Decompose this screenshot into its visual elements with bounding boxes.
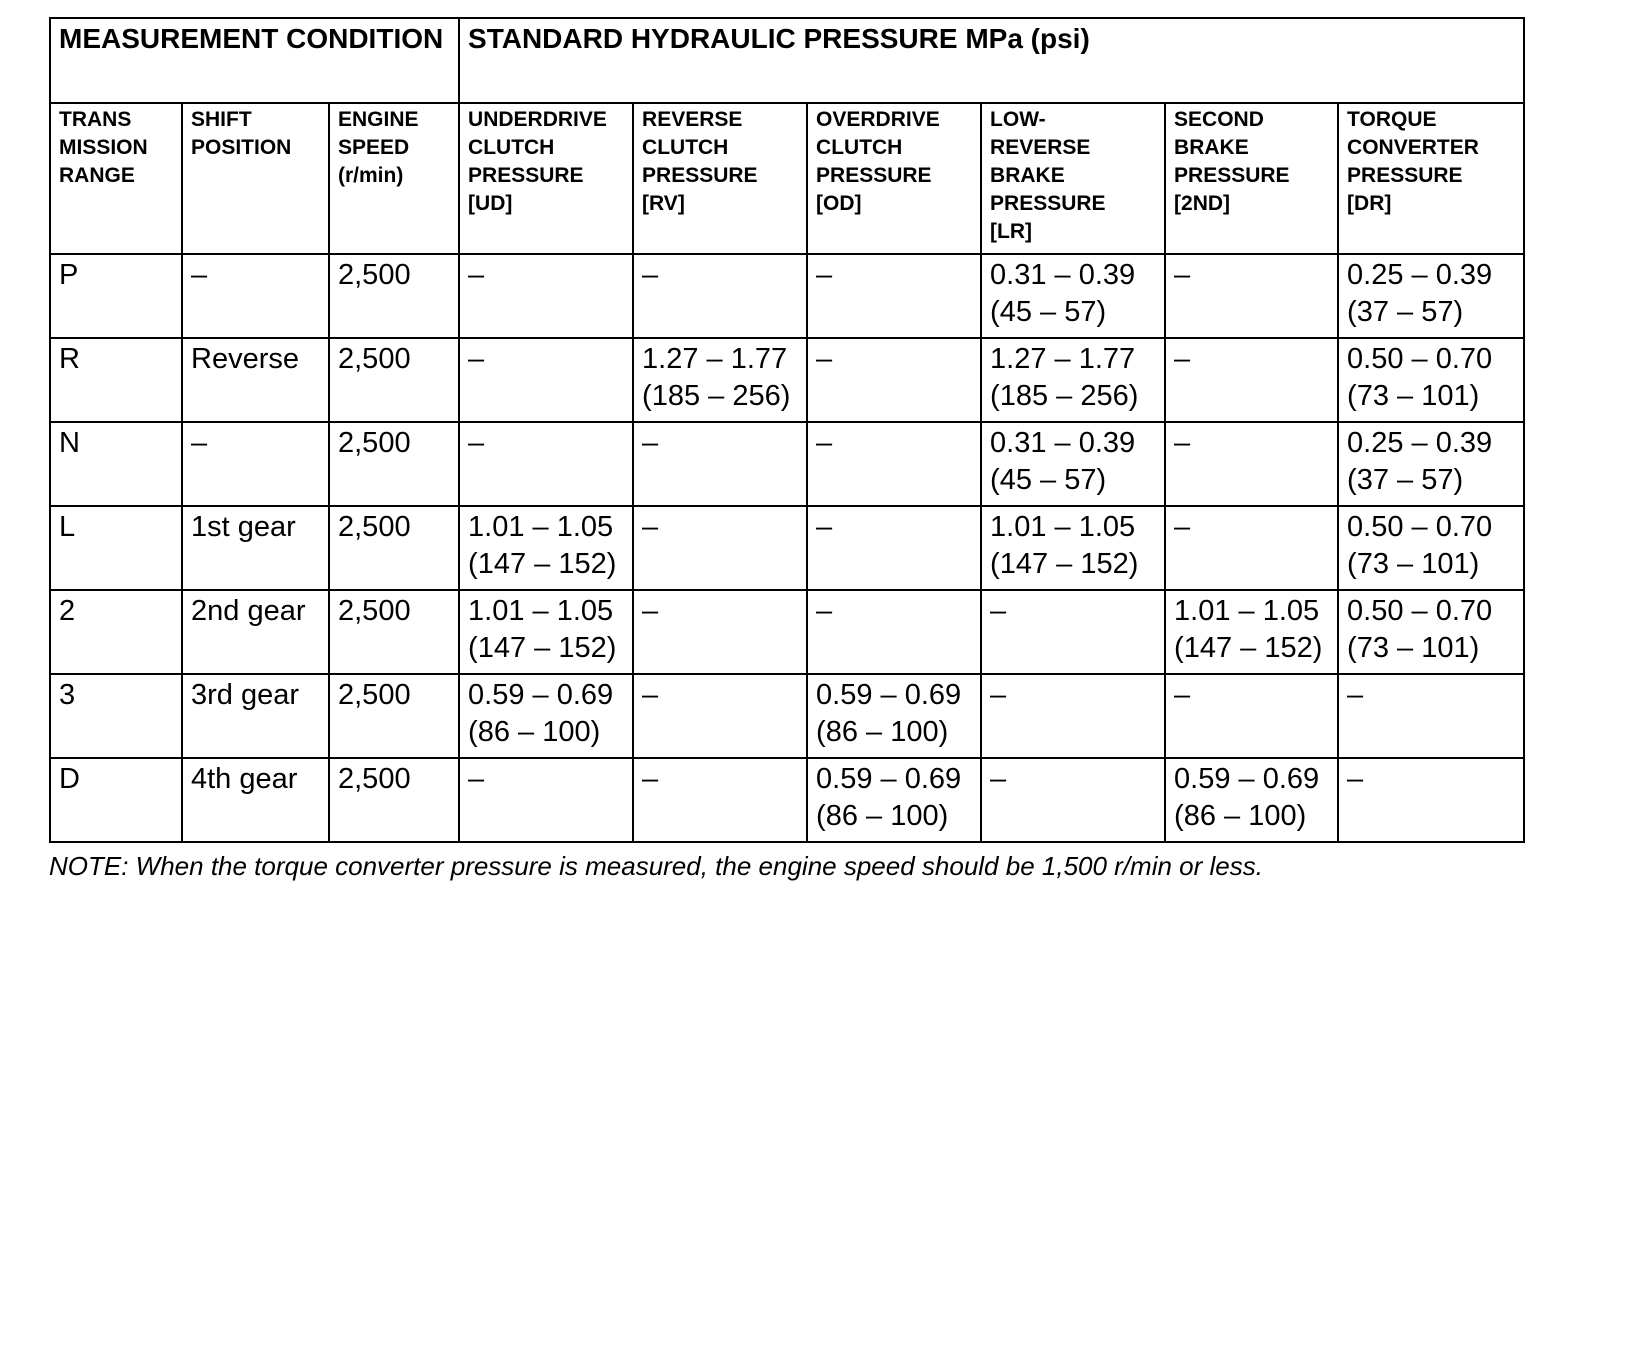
- column-header-reverse-clutch-pressure: [633, 103, 807, 254]
- column-header-line: PRESSURE: [1347, 164, 1463, 187]
- reverse-clutch-pressure-cell: [633, 422, 807, 506]
- engine-speed-cell: [329, 590, 459, 674]
- cell-value-line: 0.59 – 0.69: [816, 763, 962, 795]
- cell-value-line: 0.31 – 0.39: [990, 427, 1136, 459]
- engine-speed-cell: [329, 758, 459, 842]
- cell-value-line: –: [642, 427, 659, 459]
- underdrive-clutch-pressure-cell: [459, 338, 633, 422]
- table-row: [50, 254, 1524, 338]
- column-header-line: POSITION: [191, 136, 292, 159]
- cell-value-line: –: [1174, 343, 1191, 375]
- cell-value-line: –: [642, 679, 659, 711]
- cell-value-line: –: [1174, 679, 1191, 711]
- cell-value-line: 1.01 – 1.05: [468, 511, 614, 543]
- cell-value-line: 2,500: [338, 427, 411, 459]
- underdrive-clutch-pressure-cell: [459, 254, 633, 338]
- overdrive-clutch-pressure-cell: [807, 590, 981, 674]
- second-brake-pressure-cell: [1165, 254, 1338, 338]
- engine-speed-cell: [329, 254, 459, 338]
- table-row: [50, 506, 1524, 590]
- hydraulic-pressure-table: [49, 17, 1525, 843]
- cell-value-line: (147 – 152): [1174, 632, 1323, 664]
- engine-speed-cell: [329, 506, 459, 590]
- cell-value-line: –: [990, 763, 1007, 795]
- shift-position-cell: [182, 758, 329, 842]
- column-header-line: PRESSURE: [468, 164, 584, 187]
- column-header-line: LOW-: [990, 108, 1046, 131]
- column-header-line: SHIFT: [191, 108, 252, 131]
- cell-value-line: N: [59, 427, 80, 459]
- column-header-line: TRANS: [59, 108, 132, 131]
- column-header-line: [OD]: [816, 192, 862, 215]
- cell-value-line: (147 – 152): [990, 548, 1139, 580]
- column-header-line: SECOND: [1174, 108, 1264, 131]
- column-header-line: PRESSURE: [816, 164, 932, 187]
- second-brake-pressure-cell: [1165, 674, 1338, 758]
- engine-speed-cell: [329, 674, 459, 758]
- column-header-line: ENGINE: [338, 108, 419, 131]
- cell-value-line: 2,500: [338, 679, 411, 711]
- cell-value-line: –: [816, 343, 833, 375]
- torque-converter-pressure-cell: [1338, 590, 1524, 674]
- table-row: [50, 674, 1524, 758]
- shift-position-cell: [182, 590, 329, 674]
- cell-value-line: –: [191, 427, 208, 459]
- column-header-row: [50, 103, 1524, 254]
- cell-value-line: (86 – 100): [1174, 800, 1307, 832]
- column-header-torque-converter-pressure: [1338, 103, 1524, 254]
- underdrive-clutch-pressure-cell: [459, 590, 633, 674]
- column-header-line: UNDERDRIVE: [468, 108, 607, 131]
- cell-value-line: –: [1347, 763, 1364, 795]
- engine-speed-cell: [329, 422, 459, 506]
- cell-value-line: 3rd gear: [191, 679, 300, 711]
- cell-value-line: 0.50 – 0.70: [1347, 595, 1493, 627]
- cell-value-line: –: [1347, 679, 1364, 711]
- reverse-clutch-pressure-cell: [633, 338, 807, 422]
- low-reverse-brake-pressure-cell: [981, 590, 1165, 674]
- footnote: NOTE: When the torque converter pressure is measured, the engine speed should be 1,500 r/min or less.: [49, 851, 1263, 881]
- cell-value-line: (185 – 256): [990, 380, 1139, 412]
- cell-value-line: –: [1174, 511, 1191, 543]
- low-reverse-brake-pressure-cell: [981, 758, 1165, 842]
- cell-value-line: 0.59 – 0.69: [816, 679, 962, 711]
- overdrive-clutch-pressure-cell: [807, 758, 981, 842]
- reverse-clutch-pressure-cell: [633, 674, 807, 758]
- reverse-clutch-pressure-cell: [633, 506, 807, 590]
- column-header-line: PRESSURE: [1174, 164, 1290, 187]
- column-header-line: RANGE: [59, 164, 135, 187]
- cell-value-line: 1.01 – 1.05: [468, 595, 614, 627]
- cell-value-line: 2,500: [338, 259, 411, 291]
- column-header-line: [RV]: [642, 192, 685, 215]
- cell-value-line: –: [642, 511, 659, 543]
- cell-value-line: P: [59, 259, 79, 291]
- cell-value-line: –: [990, 679, 1007, 711]
- column-header-second-brake-pressure: [1165, 103, 1338, 254]
- column-header-line: PRESSURE: [990, 192, 1106, 215]
- transmission-range-cell: [50, 338, 182, 422]
- cell-value-line: (147 – 152): [468, 548, 617, 580]
- table-row: [50, 338, 1524, 422]
- cell-value-line: 2,500: [338, 343, 411, 375]
- shift-position-cell: [182, 254, 329, 338]
- second-brake-pressure-cell: [1165, 758, 1338, 842]
- cell-value-line: 1.27 – 1.77: [990, 343, 1136, 375]
- cell-value-line: –: [468, 763, 485, 795]
- cell-value-line: D: [59, 763, 80, 795]
- cell-value-line: 2: [59, 595, 76, 627]
- table-row: [50, 758, 1524, 842]
- torque-converter-pressure-cell: [1338, 422, 1524, 506]
- transmission-range-cell: [50, 674, 182, 758]
- low-reverse-brake-pressure-cell: [981, 254, 1165, 338]
- torque-converter-pressure-cell: [1338, 506, 1524, 590]
- table-row: [50, 590, 1524, 674]
- column-header-line: MISSION: [59, 136, 148, 159]
- cell-value-line: 1.27 – 1.77: [642, 343, 788, 375]
- cell-value-line: –: [1174, 259, 1191, 291]
- underdrive-clutch-pressure-cell: [459, 758, 633, 842]
- cell-value-line: –: [468, 427, 485, 459]
- column-header-line: CONVERTER: [1347, 136, 1479, 159]
- reverse-clutch-pressure-cell: [633, 758, 807, 842]
- overdrive-clutch-pressure-cell: [807, 422, 981, 506]
- column-header-overdrive-clutch-pressure: [807, 103, 981, 254]
- cell-value-line: 2,500: [338, 595, 411, 627]
- shift-position-cell: [182, 506, 329, 590]
- underdrive-clutch-pressure-cell: [459, 422, 633, 506]
- overdrive-clutch-pressure-cell: [807, 254, 981, 338]
- torque-converter-pressure-cell: [1338, 758, 1524, 842]
- cell-value-line: 0.25 – 0.39: [1347, 259, 1493, 291]
- torque-converter-pressure-cell: [1338, 674, 1524, 758]
- column-header-line: [UD]: [468, 192, 513, 215]
- cell-value-line: –: [191, 259, 208, 291]
- cell-value-line: –: [642, 595, 659, 627]
- column-header-low-reverse-brake-pressure: [981, 103, 1165, 254]
- transmission-range-cell: [50, 758, 182, 842]
- low-reverse-brake-pressure-cell: [981, 506, 1165, 590]
- cell-value-line: (86 – 100): [468, 716, 601, 748]
- column-header-line: [LR]: [990, 220, 1033, 243]
- column-header-line: CLUTCH: [642, 136, 729, 159]
- cell-value-line: (86 – 100): [816, 800, 949, 832]
- column-header-line: OVERDRIVE: [816, 108, 940, 131]
- cell-value-line: –: [468, 343, 485, 375]
- column-header-line: REVERSE: [990, 136, 1091, 159]
- overdrive-clutch-pressure-cell: [807, 674, 981, 758]
- column-header-line: REVERSE: [642, 108, 743, 131]
- cell-value-line: 0.25 – 0.39: [1347, 427, 1493, 459]
- reverse-clutch-pressure-cell: [633, 254, 807, 338]
- second-brake-pressure-cell: [1165, 506, 1338, 590]
- transmission-range-cell: [50, 422, 182, 506]
- cell-value-line: 0.50 – 0.70: [1347, 343, 1493, 375]
- column-header-line: [DR]: [1347, 192, 1392, 215]
- cell-value-line: 1.01 – 1.05: [1174, 595, 1320, 627]
- cell-value-line: (73 – 101): [1347, 632, 1480, 664]
- cell-value-line: Reverse: [191, 343, 299, 375]
- shift-position-cell: [182, 422, 329, 506]
- cell-value-line: (37 – 57): [1347, 464, 1464, 496]
- table-body: [50, 254, 1524, 842]
- column-header-underdrive-clutch-pressure: [459, 103, 633, 254]
- cell-value-line: (86 – 100): [816, 716, 949, 748]
- transmission-range-cell: [50, 590, 182, 674]
- cell-value-line: 4th gear: [191, 763, 298, 795]
- underdrive-clutch-pressure-cell: [459, 674, 633, 758]
- cell-value-line: L: [59, 511, 76, 543]
- cell-value-line: 2,500: [338, 511, 411, 543]
- low-reverse-brake-pressure-cell: [981, 674, 1165, 758]
- cell-value-line: –: [468, 259, 485, 291]
- underdrive-clutch-pressure-cell: [459, 506, 633, 590]
- second-brake-pressure-cell: [1165, 338, 1338, 422]
- cell-value-line: –: [816, 259, 833, 291]
- group-header-row: [50, 18, 1524, 103]
- reverse-clutch-pressure-cell: [633, 590, 807, 674]
- measurement-condition-header: MEASUREMENT CONDITION: [50, 18, 459, 103]
- shift-position-cell: [182, 674, 329, 758]
- cell-value-line: (45 – 57): [990, 464, 1107, 496]
- torque-converter-pressure-cell: [1338, 254, 1524, 338]
- column-header-line: (r/min): [338, 164, 404, 187]
- cell-value-line: (73 – 101): [1347, 548, 1480, 580]
- column-header-line: PRESSURE: [642, 164, 758, 187]
- shift-position-cell: [182, 338, 329, 422]
- second-brake-pressure-cell: [1165, 590, 1338, 674]
- column-header-line: [2ND]: [1174, 192, 1231, 215]
- cell-value-line: R: [59, 343, 80, 375]
- overdrive-clutch-pressure-cell: [807, 506, 981, 590]
- low-reverse-brake-pressure-cell: [981, 422, 1165, 506]
- cell-value-line: –: [642, 259, 659, 291]
- cell-value-line: 1.01 – 1.05: [990, 511, 1136, 543]
- cell-value-line: 2nd gear: [191, 595, 306, 627]
- cell-value-line: –: [816, 595, 833, 627]
- column-header-line: TORQUE: [1347, 108, 1437, 131]
- cell-value-line: –: [816, 511, 833, 543]
- transmission-range-cell: [50, 506, 182, 590]
- cell-value-line: (185 – 256): [642, 380, 791, 412]
- overdrive-clutch-pressure-cell: [807, 338, 981, 422]
- cell-value-line: 2,500: [338, 763, 411, 795]
- torque-converter-pressure-cell: [1338, 338, 1524, 422]
- column-header-line: BRAKE: [990, 164, 1065, 187]
- standard-pressure-header: STANDARD HYDRAULIC PRESSURE MPa (psi): [459, 18, 1524, 103]
- document-page: [49, 17, 1523, 883]
- column-header-line: CLUTCH: [816, 136, 903, 159]
- column-header-line: CLUTCH: [468, 136, 555, 159]
- cell-value-line: (147 – 152): [468, 632, 617, 664]
- cell-value-line: –: [990, 595, 1007, 627]
- column-header-line: BRAKE: [1174, 136, 1249, 159]
- low-reverse-brake-pressure-cell: [981, 338, 1165, 422]
- cell-value-line: (73 – 101): [1347, 380, 1480, 412]
- cell-value-line: 3: [59, 679, 76, 711]
- cell-value-line: –: [816, 427, 833, 459]
- table-row: [50, 422, 1524, 506]
- cell-value-line: 0.31 – 0.39: [990, 259, 1136, 291]
- second-brake-pressure-cell: [1165, 422, 1338, 506]
- cell-value-line: 0.59 – 0.69: [468, 679, 614, 711]
- cell-value-line: 0.50 – 0.70: [1347, 511, 1493, 543]
- cell-value-line: –: [1174, 427, 1191, 459]
- cell-value-line: 0.59 – 0.69: [1174, 763, 1320, 795]
- cell-value-line: 1st gear: [191, 511, 296, 543]
- column-header-shift-position: [182, 103, 329, 254]
- cell-value-line: (37 – 57): [1347, 296, 1464, 328]
- column-header-engine-speed: [329, 103, 459, 254]
- transmission-range-cell: [50, 254, 182, 338]
- engine-speed-cell: [329, 338, 459, 422]
- column-header-transmission-range: [50, 103, 182, 254]
- cell-value-line: (45 – 57): [990, 296, 1107, 328]
- cell-value-line: –: [642, 763, 659, 795]
- column-header-line: SPEED: [338, 136, 410, 159]
